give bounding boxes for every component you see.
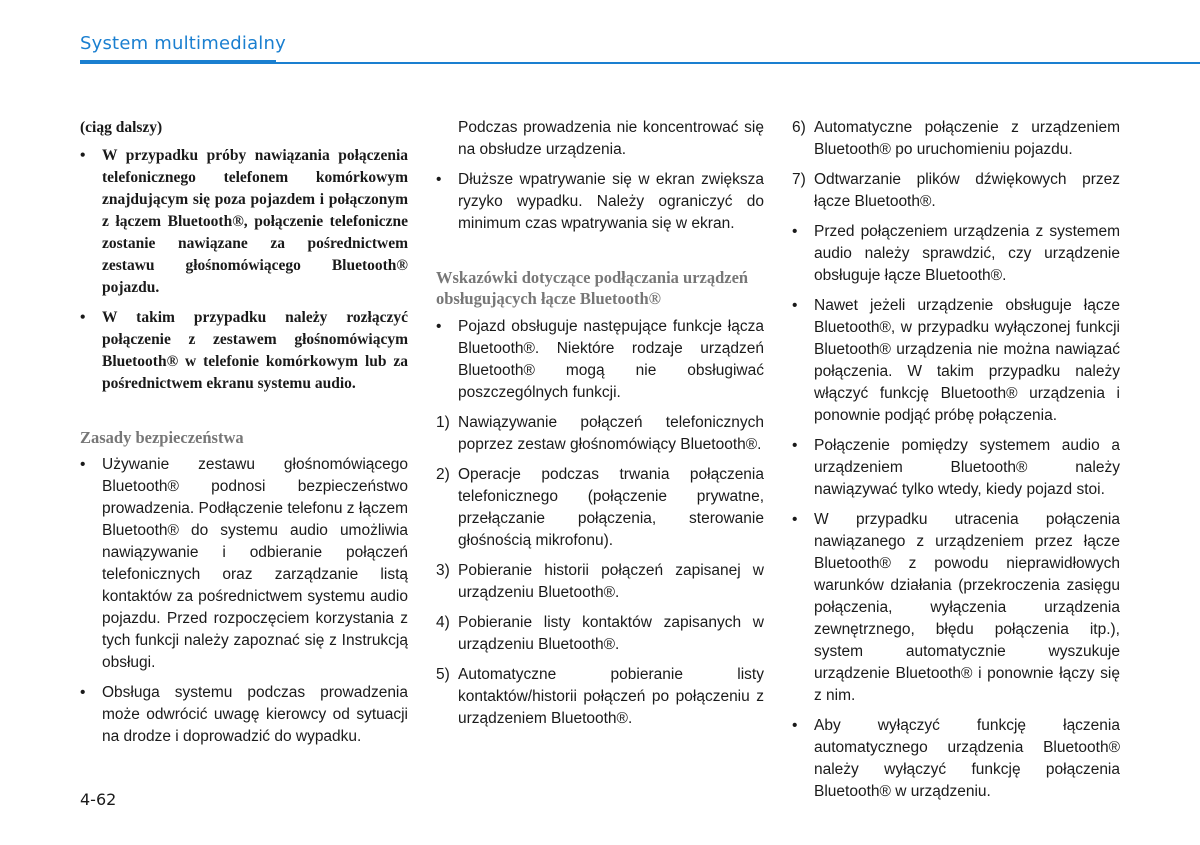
item-text: Odtwarzanie plików dźwiękowych przez łącze Bluetooth®. xyxy=(814,171,1120,210)
item-number: 2) xyxy=(436,466,450,483)
continuation-text: Podczas prowadzenia nie koncentrować się na obsłudze urządzenia. xyxy=(458,119,764,158)
section-heading-bluetooth-tips: Wskazówki dotyczące podłączania urządzeń obsługujących łącze Bluetooth® xyxy=(436,268,749,308)
section-heading-safety: Zasady bezpieczeństwa xyxy=(80,428,244,447)
bullet-icon: • xyxy=(80,147,86,164)
list-item xyxy=(80,682,408,748)
item-text: Automatyczne pobieranie listy kontaktów/historii połączeń po połączeniu z urządzeniem Bluetooth®. xyxy=(458,666,764,727)
bullet-icon: • xyxy=(80,309,86,326)
list-item xyxy=(792,715,1120,803)
item-number: 7) xyxy=(792,171,806,188)
numbered-item xyxy=(436,412,764,456)
item-text: Operacje podczas trwania połączenia telefonicznego (połączenie prywatne, przełączanie połączenia, sterowanie głośnością mikrofonu). xyxy=(458,466,764,549)
item-number: 5) xyxy=(436,666,450,683)
list-item xyxy=(80,454,408,674)
item-text: Używanie zestawu głośnomówiącego Bluetooth® podnosi bezpieczeństwo prowadzenia. Podłączenie telefonu z łączem Bluetooth® do systemu audio umożliwia nawiązywanie i odbieranie połączeń telefonicznych oraz zarządzanie listą kontaktów za pośrednictwem systemu audio pojazdu. Przed rozpoczęciem korzystania z tych funkcji należy zapoznać się z Instrukcją obsługi. xyxy=(102,456,408,671)
item-text: Pobieranie historii połączeń zapisanej w urządzeniu Bluetooth®. xyxy=(458,562,764,601)
bullet-icon: • xyxy=(80,456,86,473)
item-text: Nawiązywanie połączeń telefonicznych poprzez zestaw głośnomówiący Bluetooth®. xyxy=(458,414,764,453)
list-item xyxy=(792,435,1120,501)
item-number: 6) xyxy=(792,119,806,136)
bold-item-text: W przypadku próby nawiązania połączenia telefonicznego telefonem komórkowym znajdującym się poza pojazdem i połączonym z łączem Bluetooth®, połączenie telefoniczne zostanie nawiązane za pośrednictwem zestawu głośnomówiącego Bluetooth® pojazdu. xyxy=(102,147,408,296)
column-1 xyxy=(80,117,408,756)
item-text: Pobieranie listy kontaktów zapisanych w urządzeniu Bluetooth®. xyxy=(458,614,764,653)
continued-label: (ciąg dalszy) xyxy=(80,119,163,136)
bullet-icon: • xyxy=(436,171,442,188)
bullet-icon: • xyxy=(792,511,798,528)
column-3 xyxy=(792,117,1120,811)
header-rule-accent xyxy=(80,60,276,64)
item-text: Automatyczne połączenie z urządzeniem Bluetooth® po uruchomieniu pojazdu. xyxy=(814,119,1120,158)
bullet-icon: • xyxy=(792,223,798,240)
list-item xyxy=(792,509,1120,707)
bold-list-item xyxy=(80,145,408,299)
numbered-item xyxy=(436,664,764,730)
item-text: Pojazd obsługuje następujące funkcje łącza Bluetooth®. Niektóre rodzaje urządzeń Bluetooth® mogą nie obsługiwać poszczególnych funkcji. xyxy=(458,318,764,401)
numbered-item xyxy=(436,464,764,552)
item-text: Dłuższe wpatrywanie się w ekran zwiększa ryzyko wypadku. Należy ograniczyć do minimum czas wpatrywania się w ekran. xyxy=(458,171,764,232)
item-number: 3) xyxy=(436,562,450,579)
item-text: Nawet jeżeli urządzenie obsługuje łącze Bluetooth®, w przypadku wyłączonej funkcji Bluetooth® urządzenia nie można nawiązać połączenia. W takim przypadku należy włączyć funkcję Bluetooth® urządzenia i ponownie podjąć próbę połączenia. xyxy=(814,297,1120,424)
numbered-item xyxy=(792,117,1120,161)
column-2 xyxy=(436,117,764,738)
bullet-icon: • xyxy=(436,318,442,335)
item-text: Obsługa systemu podczas prowadzenia może odwrócić uwagę kierowcy od sytuacji na drodze i doprowadzić do wypadku. xyxy=(102,684,408,745)
list-item xyxy=(792,221,1120,287)
bold-item-text: W takim przypadku należy rozłączyć połączenie z zestawem głośnomówiącym Bluetooth® w telefonie komórkowym lub za pośrednictwem ekranu systemu audio. xyxy=(102,309,408,392)
item-text: Połączenie pomiędzy systemem audio a urządzeniem Bluetooth® należy nawiązywać tylko wtedy, kiedy pojazd stoi. xyxy=(814,437,1120,498)
section-title: System multimedialny xyxy=(80,33,286,54)
numbered-item xyxy=(792,169,1120,213)
bullet-icon: • xyxy=(792,717,798,734)
bullet-icon: • xyxy=(792,437,798,454)
list-item xyxy=(436,169,764,235)
header-rule xyxy=(276,62,1200,64)
item-text: W przypadku utracenia połączenia nawiązanego z urządzeniem przez łącze Bluetooth® z powodu nieprawidłowych warunków działania (przekroczenia zasięgu połączenia, wyłączenia urządzenia zewnętrznego, błędu połączenia itp.), system automatycznie wyszukuje urządzenie Bluetooth® i ponownie łączy się z nim. xyxy=(814,511,1120,704)
list-item xyxy=(436,316,764,404)
bold-list-item xyxy=(80,307,408,395)
list-item xyxy=(792,295,1120,427)
page-number: 4-62 xyxy=(80,790,117,809)
bullet-icon: • xyxy=(80,684,86,701)
item-number: 1) xyxy=(436,414,450,431)
item-text: Przed połączeniem urządzenia z systemem audio należy sprawdzić, czy urządzenie obsługuje łącze Bluetooth®. xyxy=(814,223,1120,284)
item-number: 4) xyxy=(436,614,450,631)
numbered-item xyxy=(436,612,764,656)
item-text: Aby wyłączyć funkcję łączenia automatycznego urządzenia Bluetooth® należy wyłączyć funkcję połączenia Bluetooth® w urządzeniu. xyxy=(814,717,1120,800)
numbered-item xyxy=(436,560,764,604)
bullet-icon: • xyxy=(792,297,798,314)
